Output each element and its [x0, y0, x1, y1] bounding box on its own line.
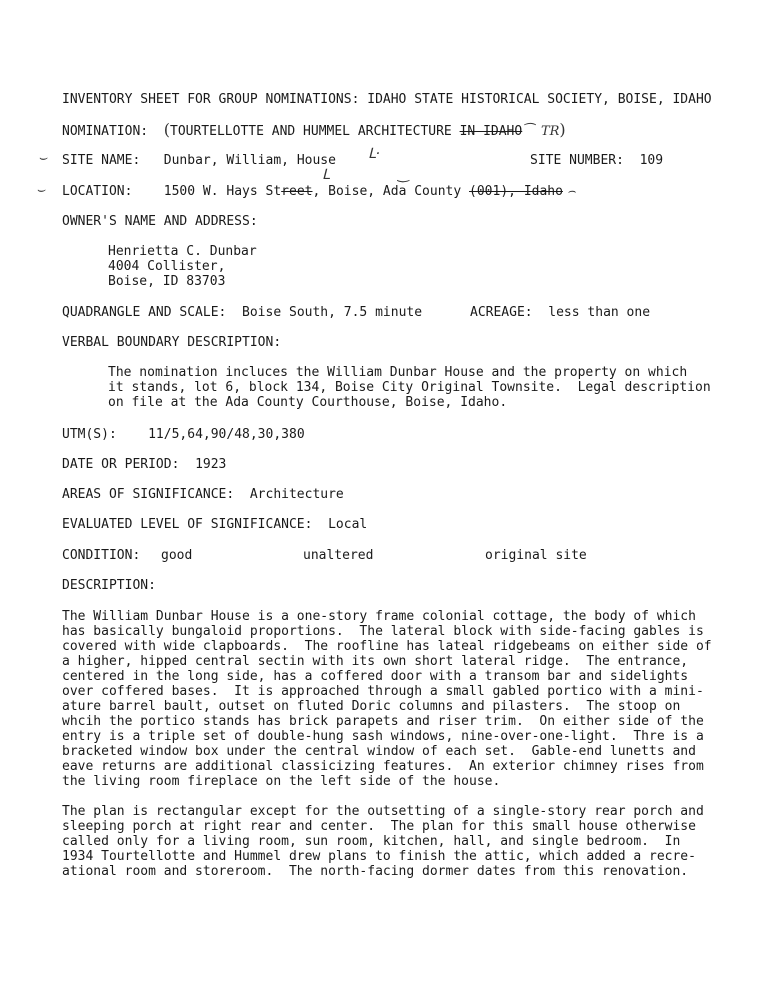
location-struck-b: (001), Idaho: [469, 184, 563, 199]
paragraph-line: ational room and storeroom. The north-facing dormer dates from this renovation.: [62, 864, 689, 879]
paragraph-line: has basically bungaloid proportions. The lateral block with side-facing gables is: [62, 624, 704, 639]
level-label: EVALUATED LEVEL OF SIGNIFICANCE:: [62, 517, 313, 532]
site-name-row: [62, 153, 336, 168]
boundary-line-1: The nomination incluces the William Dunbar House and the property on which: [108, 365, 688, 380]
paragraph-line: called only for a living room, sun room, kitchen, hall, and single bedroom. In: [62, 834, 681, 849]
owner-line-2: 4004 Collister,: [108, 259, 226, 274]
utm-label: UTM(S):: [62, 427, 117, 442]
owner-line-1: Henrietta C. Dunbar: [108, 244, 257, 259]
paragraph-line: centered in the long side, has a coffered door with a transom bar and sidelights: [62, 669, 689, 684]
tick-mark-icon: ᒪ: [322, 167, 330, 183]
acreage-row: [470, 305, 650, 320]
areas-row: [62, 487, 344, 502]
period-label: DATE OR PERIOD:: [62, 457, 180, 472]
paragraph-line: The plan is rectangular except for the outsetting of a single-story rear porch and: [62, 804, 704, 819]
site-number-row: [530, 153, 663, 168]
nomination-value: TOURTELLOTTE AND HUMMEL ARCHITECTURE: [170, 124, 452, 139]
quadrangle-value: Boise South, 7.5 minute: [242, 305, 423, 320]
open-paren-mark: (: [163, 120, 170, 139]
site-name-label: SITE NAME:: [62, 153, 141, 168]
site-name-value: Dunbar, William, House: [163, 153, 336, 168]
location-label: LOCATION:: [62, 184, 133, 199]
areas-value: Architecture: [249, 487, 344, 502]
paragraph-line: ature barrel bault, outset on fluted Doric columns and pilasters. The stoop on: [62, 699, 681, 714]
description-label: DESCRIPTION:: [62, 578, 156, 593]
location-value-b: , Boise, Ada County: [312, 184, 470, 199]
tick-mark-icon: ᒪ·: [368, 146, 381, 162]
quadrangle-row: [62, 305, 422, 320]
paragraph-line: the living room fireplace on the left side of the house.: [62, 774, 501, 789]
boundary-line-2: it stands, lot 6, block 134, Boise City Original Townsite. Legal description: [108, 380, 711, 395]
handwritten-arrow-mark: ⁀: [522, 124, 541, 139]
site-number-label: SITE NUMBER:: [530, 153, 624, 168]
condition-label: CONDITION:: [62, 548, 141, 563]
paragraph-line: covered with wide clapboards. The roofline has lateal ridgebeams on either side of: [62, 639, 712, 654]
paragraph-line: bracketed window box under the central window of each set. Gable-end lunetts and: [62, 744, 696, 759]
owner-label: OWNER'S NAME AND ADDRESS:: [62, 214, 258, 229]
site-number-value: 109: [639, 153, 664, 168]
paragraph-line: sleeping porch at right rear and center. The plan for this small house otherwise: [62, 819, 696, 834]
paragraph-line: over coffered bases. It is approached through a small gabled portico with a mini-: [62, 684, 704, 699]
utm-value: 11/5,64,90/48,30,380: [148, 427, 305, 442]
check-mark-icon: ⌣: [36, 182, 46, 198]
dash-mark-icon: ‿: [398, 167, 410, 183]
condition-value-1: good: [161, 548, 193, 563]
document-title: INVENTORY SHEET FOR GROUP NOMINATIONS: IDAHO STATE HISTORICAL SOCIETY, BOISE, IDAHO: [62, 92, 712, 107]
areas-label: AREAS OF SIGNIFICANCE:: [62, 487, 235, 502]
close-paren-mark: ): [559, 120, 566, 139]
nomination-row: [62, 122, 566, 139]
nomination-struck-text: IN IDAHO: [459, 124, 523, 139]
paragraph-line: eave returns are additional classicizing features. An exterior chimney rises from: [62, 759, 704, 774]
location-row: [62, 184, 576, 199]
handwritten-mark: ⌢: [562, 184, 576, 199]
paragraph-line: The William Dunbar House is a one-story frame colonial cottage, the body of which: [62, 609, 696, 624]
location-struck-a: reet: [281, 184, 313, 199]
location-value-a: 1500 W. Hays St: [163, 184, 282, 199]
boundary-label: VERBAL BOUNDARY DESCRIPTION:: [62, 335, 282, 350]
acreage-value: less than one: [548, 305, 651, 320]
boundary-line-3: on file at the Ada County Courthouse, Boise, Idaho.: [108, 395, 508, 410]
period-value: 1923: [195, 457, 227, 472]
owner-line-3: Boise, ID 83703: [108, 274, 226, 289]
description-paragraph-2: [62, 804, 704, 879]
level-row: [62, 517, 367, 532]
paragraph-line: entry is a triple set of double-hung sash windows, nine-over-one-light. Thre is a: [62, 729, 704, 744]
condition-value-2: unaltered: [303, 548, 374, 563]
check-mark-icon: ⌣: [38, 150, 48, 166]
paragraph-line: whcih the portico stands has brick parapets and riser trim. On either side of the: [62, 714, 704, 729]
acreage-label: ACREAGE:: [470, 305, 533, 320]
quadrangle-label: QUADRANGLE AND SCALE:: [62, 305, 227, 320]
nomination-handwritten-note: TR: [540, 124, 560, 139]
period-row: [62, 457, 226, 472]
utm-row: [62, 427, 305, 442]
nomination-label: NOMINATION:: [62, 124, 149, 139]
paragraph-line: 1934 Tourtellotte and Hummel drew plans to finish the attic, which added a recre-: [62, 849, 696, 864]
level-value: Local: [328, 517, 368, 532]
paragraph-line: a higher, hipped central sectin with its own short lateral ridge. The entrance,: [62, 654, 689, 669]
condition-value-3: original site: [485, 548, 587, 563]
description-paragraph-1: [62, 609, 712, 789]
